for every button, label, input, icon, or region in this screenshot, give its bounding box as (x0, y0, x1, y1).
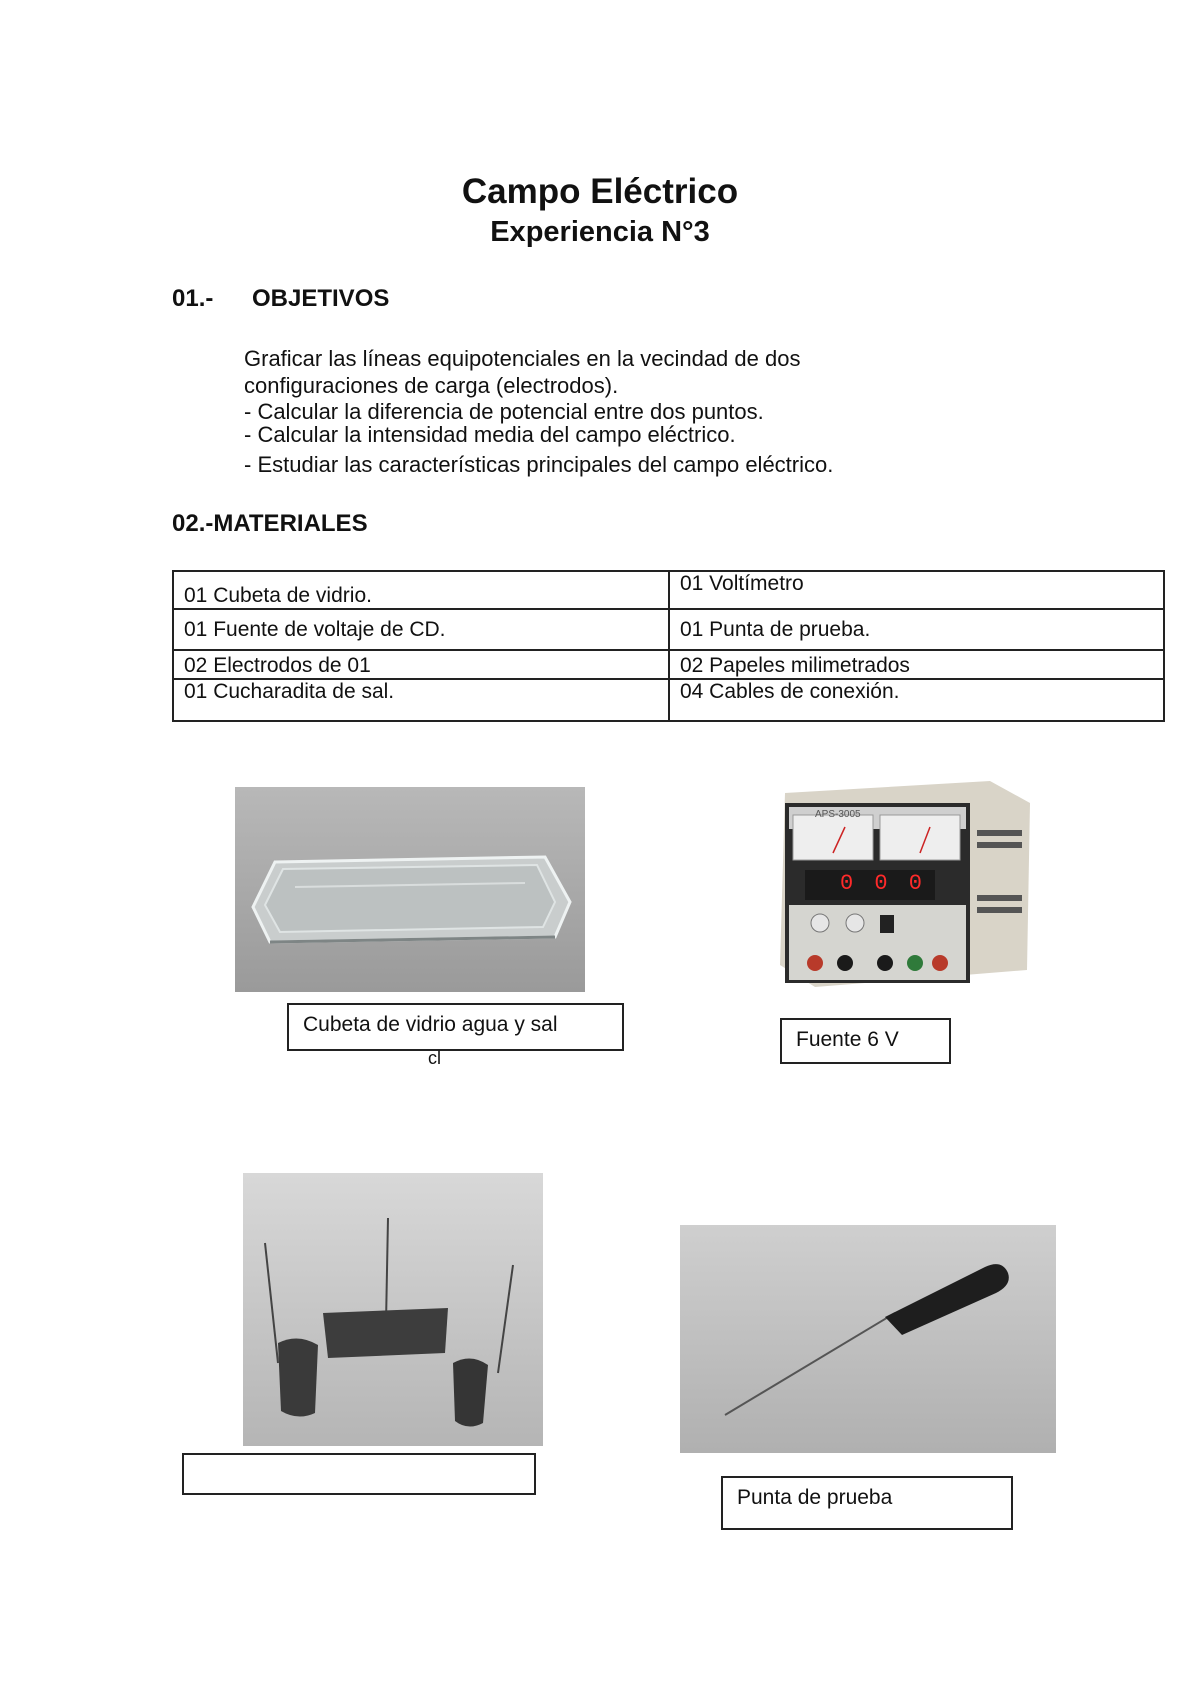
table-cell: 01 Cubeta de vidrio. (173, 571, 669, 609)
table-cell: 01 Punta de prueba. (669, 609, 1164, 650)
objectives-heading: OBJETIVOS (252, 285, 390, 312)
table-cell: 02 Electrodos de 01 (173, 650, 669, 679)
table-row (173, 609, 1164, 650)
table-cell: 01 Fuente de voltaje de CD. (173, 609, 669, 650)
table-row (173, 571, 1164, 609)
probe-photo (680, 1225, 1056, 1453)
table-cell: 04 Cables de conexión. (669, 679, 1164, 721)
page-title: Campo Eléctrico (461, 172, 739, 211)
power-supply-caption: Fuente 6 V (780, 1018, 951, 1064)
electrodes-caption (182, 1453, 536, 1495)
probe-caption: Punta de prueba (721, 1476, 1013, 1530)
objectives-number: 01.- (172, 285, 214, 312)
table-row (173, 679, 1164, 721)
power-supply-photo (765, 775, 1035, 995)
objective-line: - Estudiar las características principales del campo eléctrico. (244, 452, 834, 477)
objective-line: - Calcular la intensidad media del campo eléctrico. (244, 422, 736, 447)
objective-line: Graficar las líneas equipotenciales en la vecindad de dos (244, 346, 801, 371)
objective-line: - Calcular la diferencia de potencial entre dos puntos. (244, 399, 764, 424)
glass-tray-photo (235, 787, 585, 992)
page-subtitle: Experiencia N°3 (490, 216, 710, 248)
table-row (173, 650, 1164, 679)
objective-line: configuraciones de carga (electrodos). (244, 373, 619, 398)
table-cell: 02 Papeles milimetrados (669, 650, 1164, 679)
power-supply-brand-label: APS-3005 (815, 809, 861, 820)
glass-tray-caption: Cubeta de vidrio agua y sal (287, 1003, 624, 1051)
glass-tray-caption-overflow: cl (428, 1048, 441, 1068)
table-cell: 01 Voltímetro (669, 571, 1164, 609)
electrodes-photo (243, 1173, 543, 1446)
materials-table (172, 570, 1165, 722)
power-supply-display: 0 0 0 (840, 871, 927, 896)
materials-heading: 02.-MATERIALES (172, 510, 368, 537)
table-cell: 01 Cucharadita de sal. (173, 679, 669, 721)
